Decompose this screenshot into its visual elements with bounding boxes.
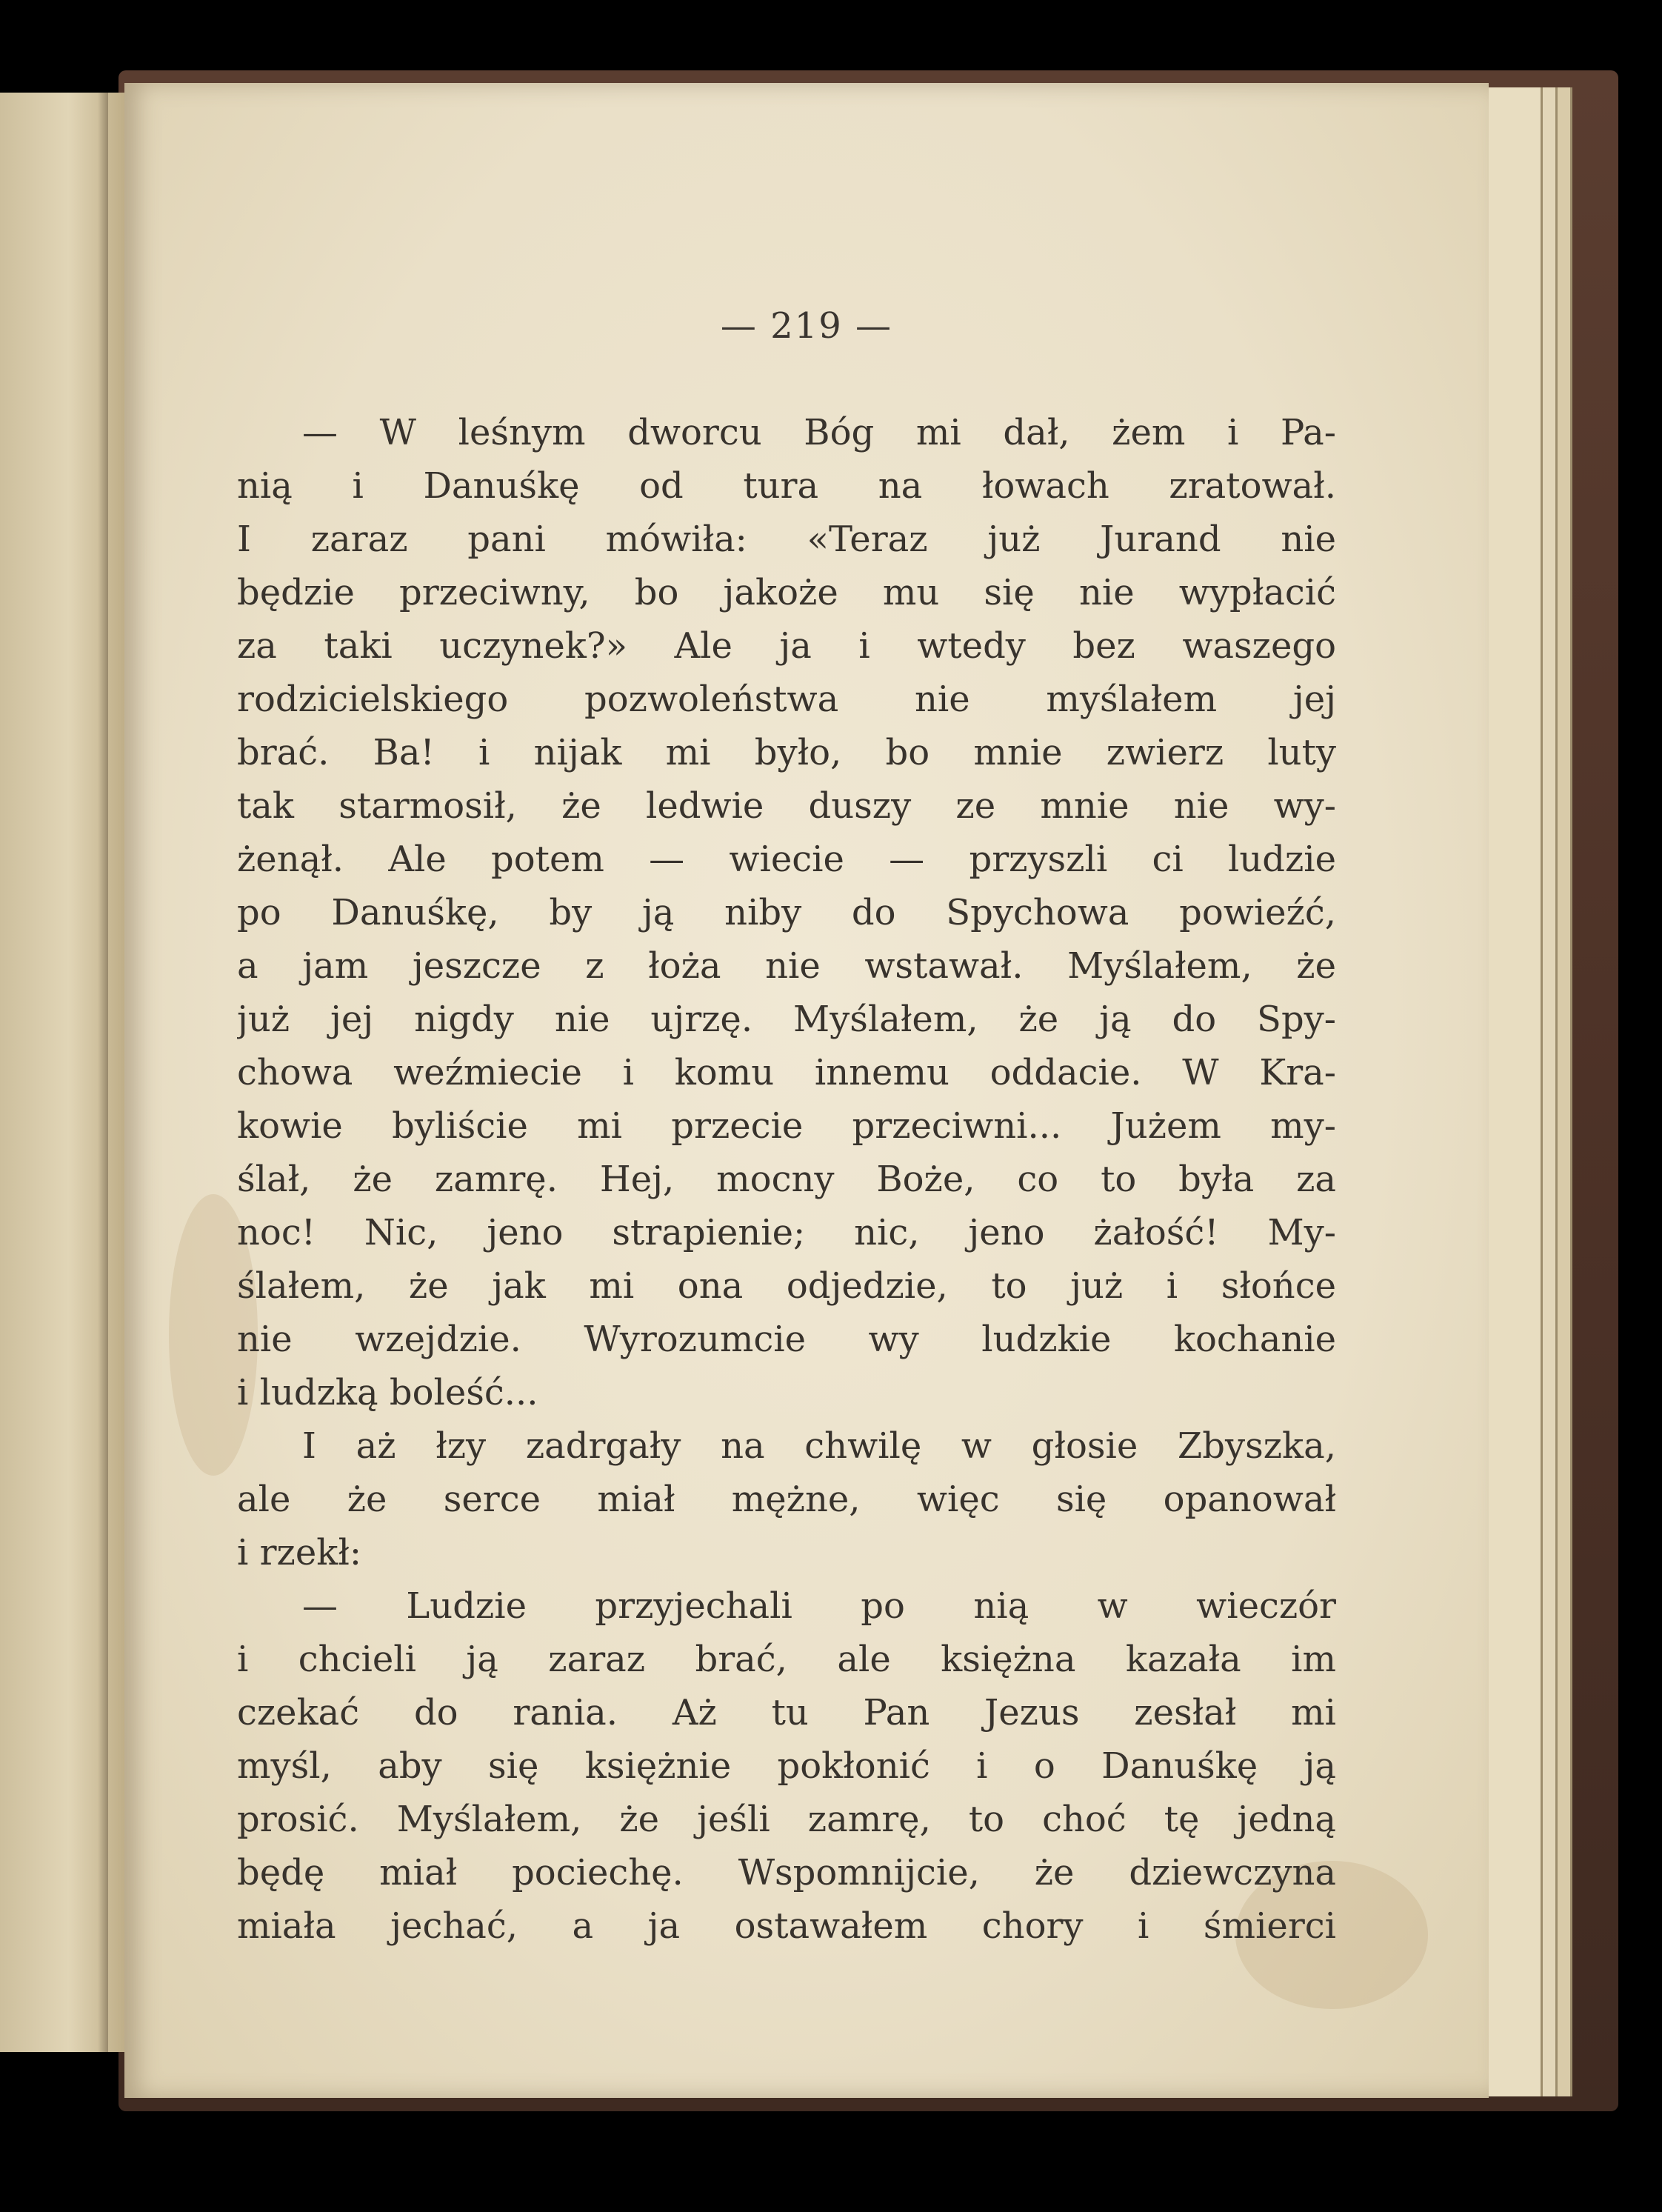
text-line: myśl, aby się księżnie pokłonić i o Danuśkę ją xyxy=(237,1745,1336,1787)
gutter-shadow xyxy=(98,93,108,2052)
text-line: będę miał pociechę. Wspomnijcie, że dziewczyna xyxy=(237,1852,1336,1893)
text-line: będzie przeciwny, bo jakoże mu się nie wypłacić xyxy=(237,572,1336,613)
book-page xyxy=(124,83,1489,2098)
text-line: I zaraz pani mówiła: «Teraz już Jurand nie xyxy=(237,519,1336,560)
text-line: — W leśnym dworcu Bóg mi dał, żem i Pa- xyxy=(302,412,1336,453)
text-line: czekać do rania. Aż tu Pan Jezus zesłał mi xyxy=(237,1692,1336,1733)
text-line: i chcieli ją zaraz brać, ale księżna kazała im xyxy=(237,1639,1336,1680)
text-line: miała jechać, a ja ostawałem chory i śmierci xyxy=(237,1905,1336,1947)
text-line: tak starmosił, że ledwie duszy ze mnie nie wy- xyxy=(237,785,1336,827)
text-line: i rzekł: xyxy=(237,1532,362,1573)
page-text xyxy=(237,406,1336,1953)
text-line: noc! Nic, jeno strapienie; nic, jeno żałość! My- xyxy=(237,1212,1336,1253)
text-line: I aż łzy zadrgały na chwilę w głosie Zbyszka, xyxy=(302,1425,1336,1467)
text-line: po Danuśkę, by ją niby do Spychowa powieźć, xyxy=(237,892,1336,933)
text-line: żenął. Ale potem — wiecie — przyszli ci ludzie xyxy=(237,839,1336,880)
text-line: ale że serce miał mężne, więc się opanował xyxy=(237,1479,1336,1520)
text-line: rodzicielskiego pozwoleństwa nie myślałem jej xyxy=(237,679,1336,720)
text-line: już jej nigdy nie ujrzę. Myślałem, że ją do Spy- xyxy=(237,999,1336,1040)
previous-page-edge xyxy=(0,93,127,2052)
text-line: za taki uczynek?» Ale ja i wtedy bez waszego xyxy=(237,625,1336,667)
text-line: chowa weźmiecie i komu innemu oddacie. W Kra- xyxy=(237,1052,1336,1093)
text-line: prosić. Myślałem, że jeśli zamrę, to choć tę jedną xyxy=(237,1799,1336,1840)
text-line: a jam jeszcze z łoża nie wstawał. Myślałem, że xyxy=(237,945,1336,987)
text-line: — Ludzie przyjechali po nią w wieczór xyxy=(302,1585,1336,1627)
text-line: i ludzką boleść... xyxy=(237,1372,538,1413)
text-line: nie wzejdzie. Wyrozumcie wy ludzkie kochanie xyxy=(237,1319,1336,1360)
text-line: nią i Danuśkę od tura na łowach zratował. xyxy=(237,465,1336,507)
text-line: ślał, że zamrę. Hej, mocny Boże, co to była za xyxy=(237,1159,1336,1200)
text-line: ślałem, że jak mi ona odjedzie, to już i słońce xyxy=(237,1265,1336,1307)
page-number: — 219 — xyxy=(720,305,893,347)
text-line: kowie byliście mi przecie przeciwni... Jużem my- xyxy=(237,1105,1336,1147)
text-line: brać. Ba! i nijak mi było, bo mnie zwierz luty xyxy=(237,732,1336,773)
